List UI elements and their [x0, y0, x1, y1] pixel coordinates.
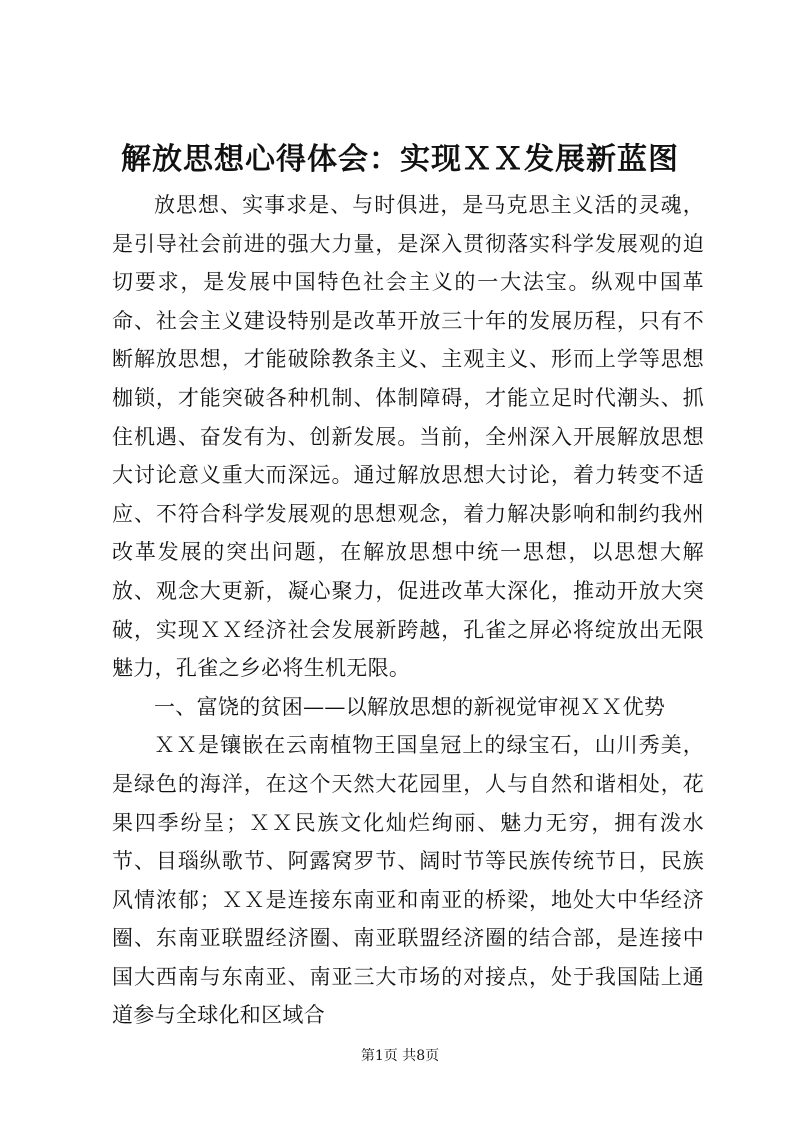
- document-body: [112, 186, 704, 1035]
- section-paragraph: ＸＸ是镶嵌在云南植物王国皇冠上的绿宝石，山川秀美，是绿色的海洋，在这个天然大花园里，人与自然和谐相处，花果四季纷呈；ＸＸ民族文化灿烂绚丽、魅力无穷，拥有泼水节、目瑙纵歌节、阿露窝罗节、阔时节等民族传统节日，民族风情浓郁；ＸＸ是连接东南亚和南亚的桥梁，地处大中华经济圈、东南亚联盟经济圈、南亚联盟经济圈的结合部，是连接中国大西南与东南亚、南亚三大市场的对接点，处于我国陆上通道参与全球化和区域合: [112, 733, 704, 1028]
- document-title: 解放思想心得体会：实现ＸＸ发展新蓝图: [121, 142, 679, 177]
- page-number-footer: 第1页 共8页: [360, 1048, 440, 1064]
- section-heading: 一、富饶的贫困——以解放思想的新视觉审视ＸＸ优势: [154, 694, 666, 719]
- intro-paragraph: 放思想、实事求是、与时俱进，是马克思主义活的灵魂，是引导社会前进的强大力量，是深入贯彻落实科学发展观的迫切要求，是发展中国特色社会主义的一大法宝。纵观中国革命、社会主义建设特别是改革开放三十年的发展历程，只有不断解放思想，才能破除教条主义、主观主义、形而上学等思想枷锁，才能突破各种机制、体制障碍，才能立足时代潮头、抓住机遇、奋发有为、创新发展。当前，全州深入开展解放思想大讨论意义重大而深远。通过解放思想大讨论，着力转变不适应、不符合科学发展观的思想观念，着力解决影响和制约我州改革发展的突出问题，在解放思想中统一思想，以思想大解放、观念大更新，凝心聚力，促进改革大深化，推动开放大突破，实现ＸＸ经济社会发展新跨越，孔雀之屏必将绽放出无限魅力，孔雀之乡必将生机无限。: [112, 193, 704, 681]
